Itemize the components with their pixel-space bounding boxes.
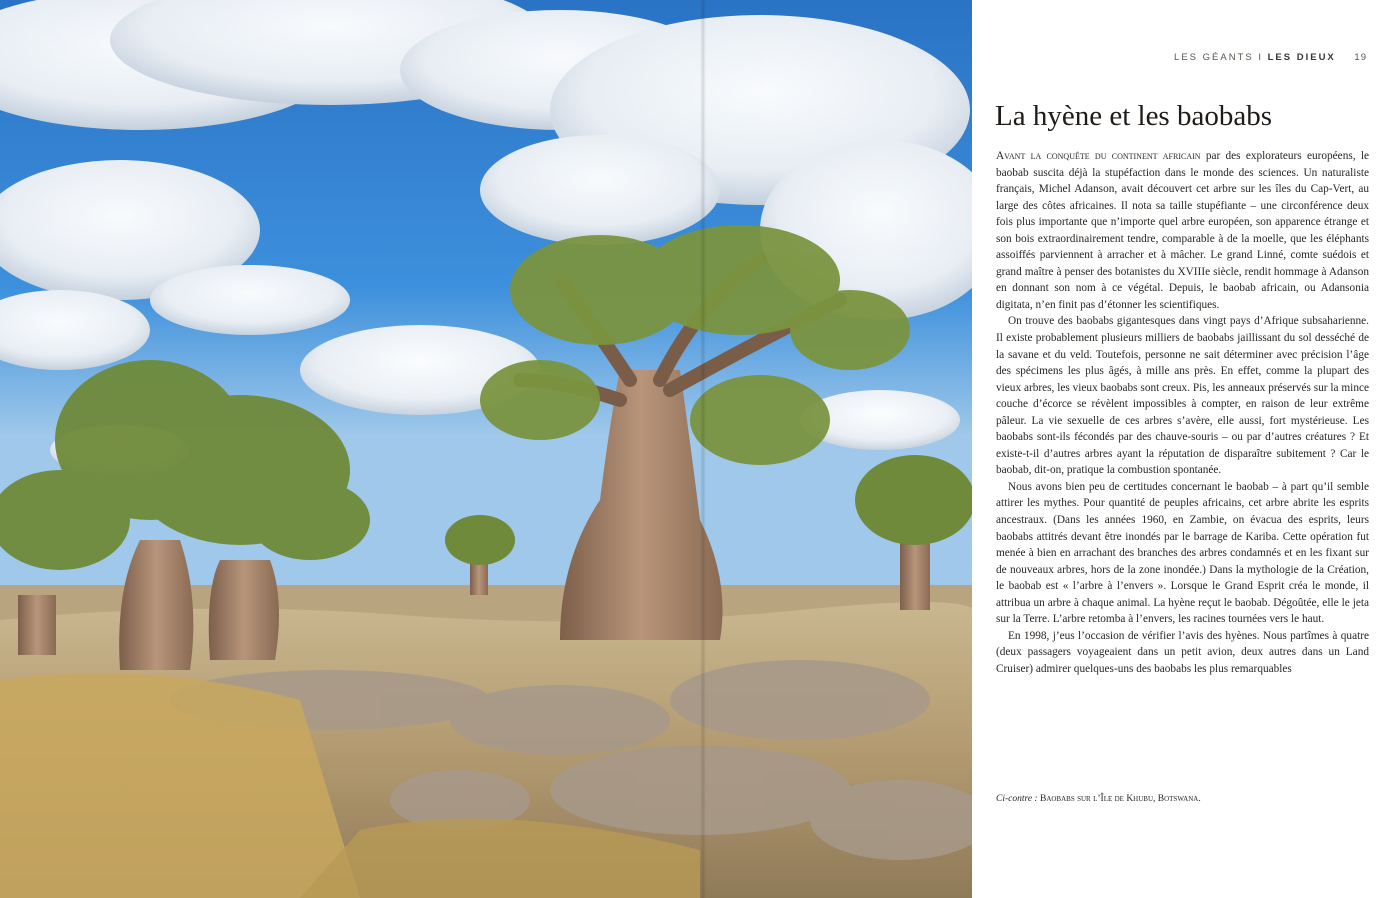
text-page xyxy=(972,0,1399,898)
page-number: 19 xyxy=(1354,52,1367,63)
paragraph-text: En 1998, j’eus l’occasion de vérifier l’avis des hyènes. Nous partîmes à quatre (deux passagers voyageaient dans un petit avion, deux autres dans un Land Cruiser) admirer quelques-uns des baobabs les plus remarquables xyxy=(996,629,1369,675)
paragraph-1 xyxy=(996,148,1369,313)
photo-caption xyxy=(996,794,1376,804)
page-title: La hyène et les baobabs xyxy=(995,100,1273,132)
book-gutter xyxy=(700,0,706,898)
body-text xyxy=(996,148,1369,678)
running-head-section: LES DIEUX xyxy=(1267,52,1336,63)
running-head xyxy=(1174,52,1367,63)
running-head-part: LES GÉANTS xyxy=(1174,52,1254,63)
running-head-separator: I xyxy=(1258,52,1263,63)
paragraph-4 xyxy=(996,628,1369,678)
paragraph-text: par des explorateurs européens, le baobab suscita déjà la stupéfaction dans le monde des sciences. Un naturaliste français, Michel Adanson, avait découvert cet arbre sur les îles du Cap-Vert, au large des côtes africaines. Il nota sa taille stupéfiante – une circonférence deux fois plus importante que n’importe quel arbre européen, son apparence étrange et son bois extraordinairement tendre, comparable à de la moelle, que les éléphants assoiffés parviennent à arracher et à mâcher. Le grand Linné, comte suédois et grand maître à penser des botanistes du XVIIIe siècle, rendit hommage à Adanson en donnant son nom à ce végétal. Depuis, le baobab africain, ou Adansonia digitata, n’en finit pas d’étonner les scientifiques. xyxy=(996,150,1369,311)
paragraph-text: On trouve des baobabs gigantesques dans vingt pays d’Afrique subsaharienne. Il existe probablement plusieurs milliers de baobabs jaillissant du sol desséché de la savane et du veld. Toutefois, personne ne sait déterminer avec précision l’âge des spécimens les plus âgés, à mille ans près. En effet, comme la plupart des vieux arbres, les vieux baobabs sont creux. Pis, les anneaux préservés sur la mince couche d’écorce se révèlent impossibles à compter, en raison de leur extrême pâleur. La vie sexuelle de ces arbres s’avère, elle aussi, fort mystérieuse. Les baobabs sont-ils fécondés par des chauve-souris – ou par d’autres créatures ? Et existe-t-il d’autres arbres ayant la réputation de disparaître subitement ? Car le baobab, dit-on, pratique la combustion spontanée. xyxy=(996,315,1369,477)
caption-text: Baobabs sur l’Île de Khubu, Botswana. xyxy=(1037,794,1201,804)
paragraph-2 xyxy=(996,313,1369,478)
paragraph-3 xyxy=(996,479,1369,628)
paragraph-lead: Avant la conquête du continent africain xyxy=(996,150,1201,162)
caption-lead: Ci-contre : xyxy=(996,794,1038,804)
paragraph-text: Nous avons bien peu de certitudes concernant le baobab – à part qu’il semble attirer les mythes. Pour quantité de peuples africains, cet arbre abrite les esprits ancestraux. (Dans les années 1960, en Zambie, on évacua des esprits, leurs baobabs attitrés devant être inondés par le barrage de Kariba. Cette opération fut menée à bien en arrachant des branches des arbres condamnés et en les fixant sur de nouveaux arbres, hors de la zone inondée.) Dans la mythologie de la Création, le baobab est « l’arbre à l’envers ». Lorsque le Grand Esprit créa le monde, il attribua un arbre à chaque animal. La hyène reçut le baobab. Dégoûtée, elle le jeta sur la Terre. L’arbre retomba à l’envers, les racines tournées vers le haut. xyxy=(996,480,1369,626)
